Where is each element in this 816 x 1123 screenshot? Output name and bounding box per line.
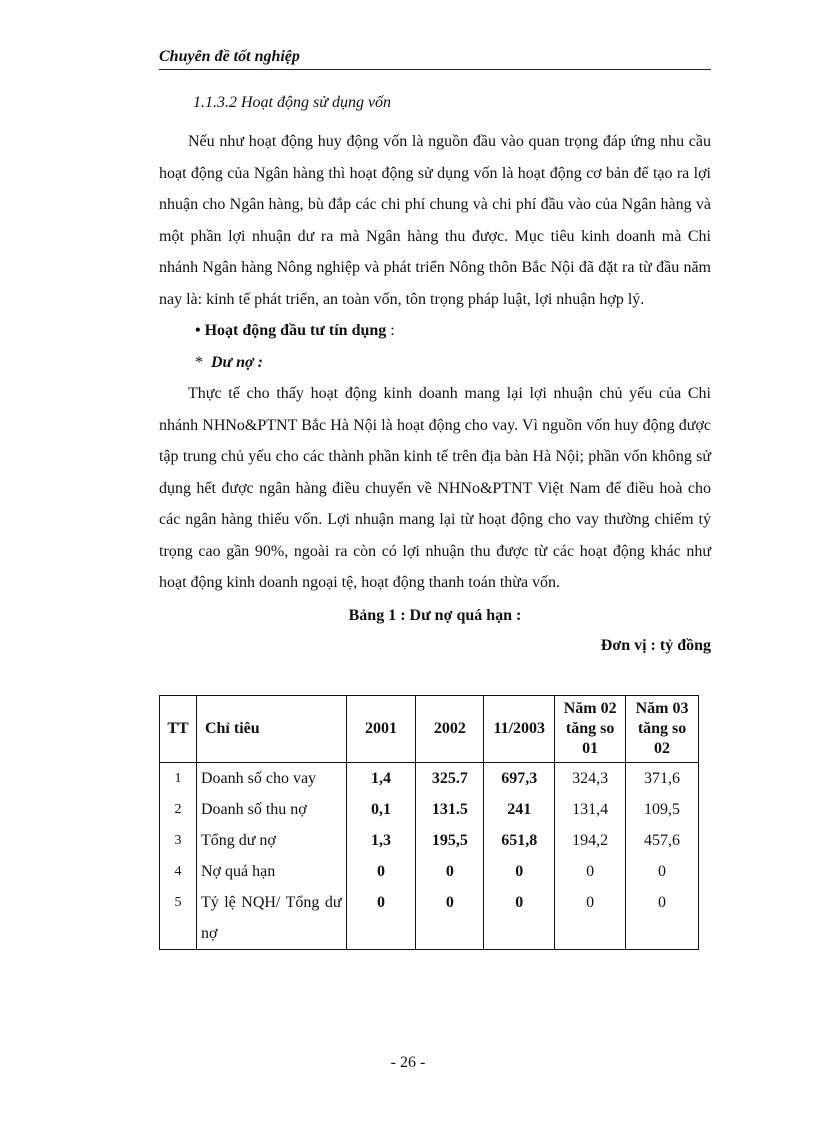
cell-2002: 131.5	[416, 794, 484, 825]
cell-inc02: 0	[555, 856, 626, 887]
cell-2003: 241	[484, 794, 555, 825]
header-indicator: Chỉ tiêu	[196, 696, 346, 763]
cell-inc02: 324,3	[555, 763, 626, 795]
sub-item-symbol: *	[195, 353, 203, 371]
table-row	[160, 825, 699, 856]
cell-tt: 4	[160, 856, 197, 887]
paragraph-1: Nếu như hoạt động huy động vốn là nguồn đầu vào quan trọng đáp ứng nhu cầu hoạt động của Ngân hàng thì hoạt động sử dụng vốn là hoạt động cơ bản để tạo ra lợi nhuận cho Ngân hàng, bù đắp các chi phí chung và chi phí đầu vào của Ngân hàng và một phần lợi nhuận dư ra mà Ngân hàng thu được. Mục tiêu kinh doanh mà Chi nhánh Ngân hàng Nông nghiệp và phát triển Nông thôn Bắc Nội đã đặt ra từ đầu năm nay là: kinh tế phát triển, an toàn vốn, tôn trọng pháp luật, lợi nhuận hợp lý.	[159, 133, 711, 308]
cell-2001: 1,4	[346, 763, 416, 795]
cell-inc03: 0	[626, 887, 699, 950]
section-heading: 1.1.3.2 Hoạt động sử dụng vốn	[193, 94, 392, 111]
cell-inc02: 131,4	[555, 794, 626, 825]
table-header-row	[160, 696, 699, 763]
cell-inc02: 194,2	[555, 825, 626, 856]
table-row	[160, 856, 699, 887]
cell-2002: 325.7	[416, 763, 484, 795]
cell-inc02: 0	[555, 887, 626, 950]
cell-name: Tổng dư nợ	[196, 825, 346, 856]
cell-2001: 1,3	[346, 825, 416, 856]
page-header-title: Chuyên đề tốt nghiệp	[159, 48, 711, 70]
table-title: Bảng 1 : Dư nợ quá hạn :	[348, 606, 522, 624]
paragraph-2: Thực tế cho thấy hoạt động kinh doanh mang lại lợi nhuận chủ yếu của Chi nhánh NHNo&PTNT Bắc Hà Nội là hoạt động cho vay. Vì nguồn vốn huy động được tập trung chủ yếu cho các thành phần kinh tế trên địa bàn Hà Nội; phần vốn không sử dụng hết được ngân hàng điều chuyển về NHNo&PTNT Việt Nam để điều hoà cho các ngân hàng thiếu vốn. Lợi nhuận mang lại từ hoạt động cho vay thường chiếm tỷ trọng cao gần 90%, ngoài ra còn có lợi nhuận thu được từ các hoạt động khác như hoạt động kinh doanh ngoại tệ, hoạt động thanh toán thừa vốn.	[159, 385, 711, 591]
table-row	[160, 887, 699, 950]
bullet-symbol: •	[195, 322, 201, 339]
cell-2002: 0	[416, 856, 484, 887]
cell-tt: 2	[160, 794, 197, 825]
cell-2003: 0	[484, 856, 555, 887]
header-2001: 2001	[346, 696, 416, 763]
header-2002: 2002	[416, 696, 484, 763]
cell-2003: 651,8	[484, 825, 555, 856]
cell-tt: 1	[160, 763, 197, 795]
page-number: - 26 -	[390, 1054, 426, 1071]
bullet-suffix: :	[386, 322, 395, 339]
page-content	[159, 88, 711, 659]
bullet-item	[195, 315, 711, 347]
header-inc02: Năm 02 tăng so 01	[555, 696, 626, 763]
bullet-label: Hoạt động đầu tư tín dụng	[204, 322, 387, 339]
cell-name: Doanh số cho vay	[196, 763, 346, 795]
cell-2002: 195,5	[416, 825, 484, 856]
cell-name: Doanh số thu nợ	[196, 794, 346, 825]
cell-inc03: 0	[626, 856, 699, 887]
cell-2002: 0	[416, 887, 484, 950]
sub-item	[195, 347, 711, 379]
header-2003: 11/2003	[484, 696, 555, 763]
cell-tt: 5	[160, 887, 197, 950]
cell-2001: 0	[346, 856, 416, 887]
cell-2003: 0	[484, 887, 555, 950]
cell-2003: 697,3	[484, 763, 555, 795]
header-tt: TT	[160, 696, 197, 763]
cell-inc03: 109,5	[626, 794, 699, 825]
cell-inc03: 371,6	[626, 763, 699, 795]
table-unit: Đơn vị : tỷ đồng	[600, 636, 711, 654]
cell-name: Nợ quá hạn	[196, 856, 346, 887]
cell-2001: 0,1	[346, 794, 416, 825]
debt-table	[159, 695, 699, 950]
cell-inc03: 457,6	[626, 825, 699, 856]
header-inc03: Năm 03 tăng so 02	[626, 696, 699, 763]
table-row	[160, 794, 699, 825]
cell-2001: 0	[346, 887, 416, 950]
cell-tt: 3	[160, 825, 197, 856]
cell-name: Tỷ lệ NQH/ Tổng dư nợ	[196, 887, 346, 950]
table-row	[160, 763, 699, 795]
sub-item-label: Dư nợ :	[211, 353, 263, 371]
